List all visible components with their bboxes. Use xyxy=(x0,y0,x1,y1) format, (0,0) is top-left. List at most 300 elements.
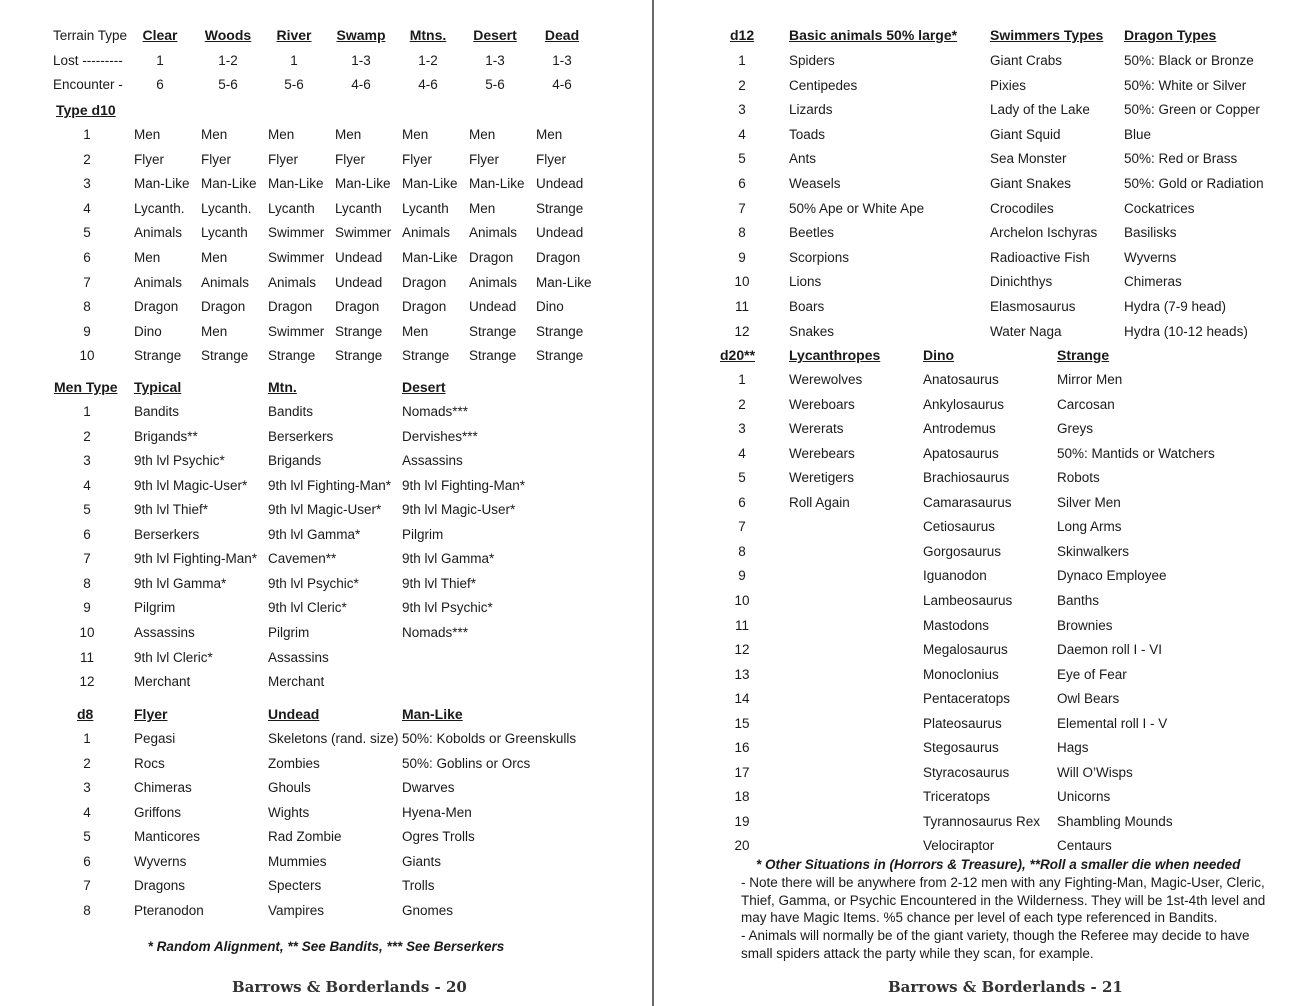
d20-cell: Pentaceratops xyxy=(923,691,1011,707)
d20-cell: 50%: Mantids or Watchers xyxy=(1057,445,1215,461)
d8-row-number: 3 xyxy=(83,780,91,796)
type-cell: Strange xyxy=(335,348,383,364)
d12-cell: Toads xyxy=(789,126,826,142)
d20-row-number: 15 xyxy=(734,715,750,731)
type-cell: Strange xyxy=(201,348,249,364)
d8-row-number: 6 xyxy=(83,853,91,869)
type-cell: Man-Like xyxy=(201,176,257,192)
d12-cell: Water Naga xyxy=(990,323,1062,339)
type-cell: Animals xyxy=(134,274,183,290)
type-cell: Man-Like xyxy=(402,176,458,192)
type-cell: Man-Like xyxy=(402,250,458,265)
type-cell: Dragon xyxy=(402,274,447,290)
type-d10-header: Type d10 xyxy=(56,102,116,118)
type-cell: Strange xyxy=(134,348,182,364)
type-cell: Dragon xyxy=(402,299,447,315)
d20-cell: Elemental roll I - V xyxy=(1057,715,1168,731)
type-cell: Dino xyxy=(536,299,564,315)
type-cell: Animals xyxy=(134,225,183,241)
d12-row-number: 10 xyxy=(734,274,750,290)
men-cell: 9th lvl Thief* xyxy=(402,575,477,591)
men-cell: Berserkers xyxy=(268,428,334,444)
d8-cell: Zombies xyxy=(268,755,320,771)
d20-row-number: 1 xyxy=(738,372,746,387)
d12-row-number: 12 xyxy=(734,323,750,339)
d20-cell: Mastodons xyxy=(923,617,990,633)
type-cell: Men xyxy=(469,127,496,142)
d8-cell: Specters xyxy=(268,878,322,894)
d12-cell: Pixies xyxy=(990,77,1027,93)
encounter-cell: 5-6 xyxy=(485,77,505,92)
d20-row-number: 18 xyxy=(734,789,750,805)
encounter-cell: 5-6 xyxy=(218,77,238,92)
men-cell: Nomads*** xyxy=(402,404,469,419)
d8-row-number: 5 xyxy=(83,829,91,845)
type-cell: Strange xyxy=(536,323,584,339)
type-cell: Swimmer xyxy=(335,225,392,241)
type-cell: Dragon xyxy=(536,250,581,265)
d8-cell: Ogres Trolls xyxy=(402,829,475,845)
d20-cell: Werebears xyxy=(789,445,855,461)
encounter-label: Encounter - xyxy=(53,77,123,92)
men-cell: 9th lvl Cleric* xyxy=(134,649,213,665)
d8-cell: Wyverns xyxy=(134,853,187,869)
type-cell: Swimmer xyxy=(268,323,325,339)
d12-cell: Scorpions xyxy=(789,249,850,265)
page-divider xyxy=(652,0,654,1006)
d20-cell: Centaurs xyxy=(1057,838,1112,854)
d12-cell: 50%: Gold or Radiation xyxy=(1124,176,1264,191)
d20-table-header: Lycanthropes xyxy=(789,347,881,363)
d8-cell: 50%: Goblins or Orcs xyxy=(402,755,531,771)
d12-table-header: d12 xyxy=(730,27,755,43)
d8-cell: Hyena-Men xyxy=(402,804,472,820)
d20-cell: Dynaco Employee xyxy=(1057,568,1167,584)
d20-row-number: 2 xyxy=(738,396,746,412)
d20-row-number: 12 xyxy=(734,642,750,658)
d8-cell: Dragons xyxy=(134,878,186,894)
lost-cell: 1-3 xyxy=(351,53,371,68)
d20-cell: Stegosaurus xyxy=(923,740,999,756)
men-row-number: 8 xyxy=(83,575,91,591)
d20-cell: Daemon roll I - VI xyxy=(1057,642,1163,658)
men-cell: Brigands** xyxy=(134,428,198,444)
wilderness-note: - Note there will be anywhere from 2-12 men with any Fighting-Man, Magic-User, Cleric, Thief, Gamma, or Psychic Encountered in the Wilderness. They will be 1st-4th level and may have Magic Items. %5 chance per level of each type referenced in Bandits. xyxy=(741,875,1266,925)
d12-row-number: 11 xyxy=(734,299,750,314)
d8-cell: Ghouls xyxy=(268,780,311,796)
d8-row-number: 2 xyxy=(83,755,91,771)
d8-table-header: d8 xyxy=(77,706,94,722)
type-cell: Men xyxy=(201,250,228,265)
d8-row-number: 8 xyxy=(83,902,91,918)
d20-cell: Monoclonius xyxy=(923,666,999,682)
d20-cell: Unicorns xyxy=(1057,789,1111,805)
d12-row-number: 5 xyxy=(738,151,746,167)
d20-cell: Apatosaurus xyxy=(923,445,999,461)
men-cell: Brigands xyxy=(268,453,322,469)
terrain-col-header: Woods xyxy=(204,27,252,43)
d20-row-number: 20 xyxy=(734,838,750,854)
d12-row-number: 4 xyxy=(738,126,746,142)
d20-cell: Weretigers xyxy=(789,470,855,486)
men-row-number: 1 xyxy=(83,404,91,419)
d20-cell: Wereboars xyxy=(789,396,855,412)
men-cell: Pilgrim xyxy=(402,526,444,542)
type-cell: Man-Like xyxy=(134,176,190,192)
type-row-number: 10 xyxy=(79,348,95,364)
animals-note: - Animals will normally be of the giant variety, though the Referee may decide to have small spiders attack the party while they scan, for example. xyxy=(741,928,1250,961)
type-cell: Men xyxy=(402,127,429,142)
d20-cell: Skinwalkers xyxy=(1057,543,1130,559)
encounter-cell: 4-6 xyxy=(552,77,572,92)
men-row-number: 4 xyxy=(83,477,91,493)
type-cell: Swimmer xyxy=(268,250,325,265)
men-row-number: 10 xyxy=(79,624,95,640)
d20-table-header: d20** xyxy=(720,347,756,363)
men-cell: 9th lvl Psychic* xyxy=(134,453,225,469)
d20-row-number: 19 xyxy=(734,813,750,829)
d20-cell: Triceratops xyxy=(923,789,991,805)
encounter-cell: 5-6 xyxy=(284,77,304,92)
d12-cell: 50% Ape or White Ape xyxy=(789,200,925,216)
d12-cell: Ants xyxy=(789,151,817,167)
d20-row-number: 10 xyxy=(734,592,750,608)
terrain-col-header: Swamp xyxy=(336,27,386,43)
d12-cell: Cockatrices xyxy=(1124,200,1195,216)
type-cell: Flyer xyxy=(335,151,365,167)
d20-cell: Carcosan xyxy=(1057,396,1115,412)
d12-cell: Lions xyxy=(789,274,822,290)
type-cell: Men xyxy=(134,250,161,265)
type-cell: Men xyxy=(536,127,563,142)
d8-cell: Trolls xyxy=(402,878,435,894)
type-cell: Men xyxy=(268,127,295,142)
type-cell: Animals xyxy=(268,274,317,290)
d12-cell: Wyverns xyxy=(1124,249,1177,265)
men-row-number: 11 xyxy=(79,649,95,665)
men-cell: 9th lvl Gamma* xyxy=(134,575,227,591)
d20-row-number: 13 xyxy=(734,666,750,682)
men-cell: Assassins xyxy=(402,453,463,469)
d8-row-number: 1 xyxy=(83,731,91,746)
d20-cell: Ankylosaurus xyxy=(923,396,1005,412)
men-table-header: Desert xyxy=(402,379,446,395)
d20-cell: Shambling Mounds xyxy=(1057,813,1173,829)
type-cell: Flyer xyxy=(201,151,231,167)
type-cell: Animals xyxy=(469,225,518,241)
men-row-number: 5 xyxy=(83,502,91,518)
d20-cell: Styracosaurus xyxy=(923,764,1010,780)
d20-cell: Wererats xyxy=(789,421,844,437)
right-footer: Barrows & Borderlands - 21 xyxy=(888,978,1123,996)
d20-row-number: 17 xyxy=(734,764,750,780)
d20-row-number: 16 xyxy=(734,740,750,756)
d8-cell: Gnomes xyxy=(402,902,454,918)
men-table-header: Mtn. xyxy=(268,379,297,395)
d12-cell: Archelon Ischyras xyxy=(990,225,1098,241)
men-cell: Assassins xyxy=(268,649,329,665)
left-footnote: * Random Alignment, ** See Bandits, *** See Berserkers xyxy=(147,939,505,954)
d12-cell: Weasels xyxy=(789,176,841,191)
type-cell: Lycanth. xyxy=(134,200,185,216)
d20-table-header: Strange xyxy=(1057,347,1110,363)
encounter-cell: 4-6 xyxy=(418,77,438,92)
d20-cell: Tyrannosaurus Rex xyxy=(923,813,1041,829)
d12-cell: Elasmosaurus xyxy=(990,299,1076,314)
d12-cell: Spiders xyxy=(789,53,835,68)
type-cell: Men xyxy=(402,323,429,339)
d20-cell: Brachiosaurus xyxy=(923,470,1010,486)
type-cell: Man-Like xyxy=(268,176,324,192)
d8-cell: Manticores xyxy=(134,829,201,845)
d20-cell: Silver Men xyxy=(1057,494,1121,510)
terrain-col-header: Mtns. xyxy=(409,27,447,43)
type-cell: Strange xyxy=(335,323,383,339)
men-row-number: 2 xyxy=(83,428,91,444)
d20-row-number: 11 xyxy=(734,617,750,633)
d8-cell: 50%: Kobolds or Greenskulls xyxy=(402,731,577,746)
men-cell: 9th lvl Psychic* xyxy=(402,600,493,616)
type-cell: Strange xyxy=(469,348,517,364)
d12-cell: Snakes xyxy=(789,323,835,339)
type-cell: Strange xyxy=(536,200,584,216)
type-cell: Swimmer xyxy=(268,225,325,241)
type-cell: Man-Like xyxy=(335,176,391,192)
men-cell: 9th lvl Gamma* xyxy=(268,526,361,542)
type-cell: Dragon xyxy=(134,299,179,315)
d20-row-number: 14 xyxy=(734,691,750,707)
d12-cell: Lady of the Lake xyxy=(990,102,1090,118)
encounter-cell: 6 xyxy=(156,77,164,92)
terrain-col-header: River xyxy=(276,27,312,43)
d20-cell: Cetiosaurus xyxy=(923,519,996,535)
d20-cell: Megalosaurus xyxy=(923,642,1008,658)
type-cell: Animals xyxy=(469,274,518,290)
d12-cell: Centipedes xyxy=(789,77,858,93)
type-cell: Strange xyxy=(536,348,584,364)
men-cell: Cavemen** xyxy=(268,551,337,567)
d20-row-number: 5 xyxy=(738,470,746,486)
d8-cell: Wights xyxy=(268,804,310,820)
men-cell: 9th lvl Cleric* xyxy=(268,600,347,616)
d12-cell: Lizards xyxy=(789,102,833,118)
type-cell: Flyer xyxy=(134,151,164,167)
d8-cell: Pegasi xyxy=(134,731,176,746)
men-table-header: Typical xyxy=(134,379,182,395)
d20-cell: Owl Bears xyxy=(1057,691,1120,707)
d12-row-number: 1 xyxy=(738,53,746,68)
d8-cell: Dwarves xyxy=(402,780,455,796)
d12-cell: 50%: White or Silver xyxy=(1124,77,1247,93)
type-row-number: 3 xyxy=(83,176,91,192)
right-footnote: * Other Situations in (Horrors & Treasure), **Roll a smaller die when needed xyxy=(756,857,1241,872)
men-cell: Nomads*** xyxy=(402,624,469,640)
men-cell: Bandits xyxy=(134,404,180,419)
d8-cell: Griffons xyxy=(134,804,182,820)
type-cell: Lycanth xyxy=(402,200,449,216)
d20-cell: Camarasaurus xyxy=(923,494,1012,510)
type-cell: Man-Like xyxy=(469,176,525,192)
type-cell: Animals xyxy=(402,225,451,241)
men-cell: Assassins xyxy=(134,624,195,640)
d20-row-number: 6 xyxy=(738,494,746,510)
type-cell: Strange xyxy=(402,348,450,364)
d12-cell: 50%: Red or Brass xyxy=(1124,151,1238,167)
men-row-number: 6 xyxy=(83,526,91,542)
d12-cell: Hydra (7-9 head) xyxy=(1124,299,1227,314)
d8-cell: Pteranodon xyxy=(134,902,204,918)
type-row-number: 9 xyxy=(83,323,91,339)
type-row-number: 8 xyxy=(83,299,91,315)
lost-cell: 1-2 xyxy=(418,53,438,68)
type-row-number: 2 xyxy=(83,151,91,167)
type-cell: Man-Like xyxy=(536,274,592,290)
d8-cell: Rocs xyxy=(134,755,165,771)
d12-row-number: 8 xyxy=(738,225,746,241)
d8-cell: Skeletons (rand. size) xyxy=(268,731,399,746)
type-cell: Flyer xyxy=(469,151,499,167)
type-cell: Strange xyxy=(469,323,517,339)
type-cell: Men xyxy=(201,127,228,142)
d12-cell: Blue xyxy=(1124,126,1152,142)
type-cell: Undead xyxy=(469,299,517,315)
d12-cell: 50%: Green or Copper xyxy=(1124,102,1260,118)
men-cell: 9th lvl Fighting-Man* xyxy=(134,551,258,567)
d12-table-header: Basic animals 50% large* xyxy=(789,27,958,43)
d20-cell: Iguanodon xyxy=(923,568,987,584)
d20-row-number: 8 xyxy=(738,543,746,559)
d8-table-header: Undead xyxy=(268,706,320,722)
type-cell: Flyer xyxy=(268,151,298,167)
type-cell: Flyer xyxy=(536,151,566,167)
d12-row-number: 2 xyxy=(738,77,746,93)
type-cell: Undead xyxy=(335,250,383,265)
men-cell: 9th lvl Magic-User* xyxy=(402,502,516,518)
d20-cell: Mirror Men xyxy=(1057,372,1123,387)
men-row-number: 3 xyxy=(83,453,91,469)
d20-cell: Anatosaurus xyxy=(923,372,999,387)
men-cell: Merchant xyxy=(134,674,191,690)
d12-row-number: 3 xyxy=(738,102,746,118)
terrain-col-header: Dead xyxy=(544,27,580,43)
type-row-number: 6 xyxy=(83,250,91,265)
type-cell: Dragon xyxy=(469,250,514,265)
d8-table-header: Man-Like xyxy=(402,706,463,722)
terrain-row-label: Terrain Type xyxy=(53,28,128,43)
men-cell: Pilgrim xyxy=(268,624,310,640)
terrain-col-header: Clear xyxy=(142,27,178,43)
d20-cell: Gorgosaurus xyxy=(923,543,1002,559)
d20-cell: Werewolves xyxy=(789,372,863,387)
type-row-number: 4 xyxy=(83,200,91,216)
d12-cell: Basilisks xyxy=(1124,225,1177,241)
lost-cell: 1-2 xyxy=(218,53,238,68)
d12-cell: Giant Squid xyxy=(990,126,1061,142)
type-cell: Men xyxy=(469,200,496,216)
d12-table-header: Dragon Types xyxy=(1124,27,1217,43)
d20-cell: Antrodemus xyxy=(923,421,996,437)
d20-cell: Greys xyxy=(1057,421,1094,437)
men-cell: 9th lvl Thief* xyxy=(134,502,209,518)
d8-row-number: 7 xyxy=(83,878,91,894)
d12-cell: Giant Snakes xyxy=(990,176,1072,191)
type-cell: Dragon xyxy=(201,299,246,315)
men-cell: 9th lvl Gamma* xyxy=(402,551,495,567)
men-cell: Pilgrim xyxy=(134,600,176,616)
encounter-cell: 4-6 xyxy=(351,77,371,92)
d20-cell: Long Arms xyxy=(1057,519,1122,535)
type-cell: Men xyxy=(335,127,362,142)
men-cell: Bandits xyxy=(268,404,314,419)
men-cell: 9th lvl Fighting-Man* xyxy=(268,477,392,493)
d12-cell: Giant Crabs xyxy=(990,53,1063,68)
d12-cell: Hydra (10-12 heads) xyxy=(1124,323,1248,339)
d20-cell: Roll Again xyxy=(789,494,850,510)
terrain-col-header: Desert xyxy=(473,27,517,43)
type-cell: Undead xyxy=(536,225,584,241)
d20-cell: Brownies xyxy=(1057,617,1113,633)
type-cell: Dino xyxy=(134,323,162,339)
men-cell: 9th lvl Magic-User* xyxy=(134,477,248,493)
lost-cell: 1 xyxy=(290,53,298,68)
d20-row-number: 9 xyxy=(738,568,746,584)
d20-cell: Plateosaurus xyxy=(923,715,1002,731)
d12-table-header: Swimmers Types xyxy=(990,27,1104,43)
type-row-number: 1 xyxy=(83,127,91,142)
type-cell: Strange xyxy=(268,348,316,364)
d8-cell: Chimeras xyxy=(134,780,192,796)
type-cell: Men xyxy=(201,323,228,339)
men-cell: 9th lvl Magic-User* xyxy=(268,502,382,518)
type-cell: Undead xyxy=(335,274,383,290)
d8-row-number: 4 xyxy=(83,804,91,820)
d8-cell: Mummies xyxy=(268,853,327,869)
d20-cell: Banths xyxy=(1057,592,1100,608)
type-cell: Men xyxy=(134,127,161,142)
d20-row-number: 3 xyxy=(738,421,746,437)
d12-row-number: 6 xyxy=(738,176,746,191)
d12-cell: Sea Monster xyxy=(990,151,1067,167)
type-row-number: 7 xyxy=(83,274,91,290)
men-cell: Berserkers xyxy=(134,526,200,542)
d20-cell: Lambeosaurus xyxy=(923,592,1013,608)
d12-row-number: 9 xyxy=(738,249,746,265)
d12-cell: 50%: Black or Bronze xyxy=(1124,53,1254,68)
lost-cell: 1-3 xyxy=(485,53,505,68)
men-cell: Merchant xyxy=(268,674,325,690)
d12-cell: Dinichthys xyxy=(990,274,1053,290)
type-cell: Flyer xyxy=(402,151,432,167)
d8-cell: Rad Zombie xyxy=(268,829,342,845)
men-row-number: 9 xyxy=(83,600,91,616)
type-cell: Undead xyxy=(536,176,584,192)
d20-cell: Robots xyxy=(1057,470,1100,486)
d8-table-header: Flyer xyxy=(134,706,168,722)
type-cell: Animals xyxy=(201,274,250,290)
d20-table-header: Dino xyxy=(923,347,955,363)
men-cell: Dervishes*** xyxy=(402,428,478,444)
d20-row-number: 4 xyxy=(738,445,746,461)
d8-cell: Giants xyxy=(402,853,442,869)
d8-cell: Vampires xyxy=(268,902,325,918)
type-cell: Dragon xyxy=(335,299,380,315)
type-cell: Dragon xyxy=(268,299,313,315)
men-row-number: 7 xyxy=(83,551,91,567)
lost-cell: 1 xyxy=(156,53,164,68)
d12-cell: Radioactive Fish xyxy=(990,249,1090,265)
d20-cell: Will O’Wisps xyxy=(1057,764,1133,780)
left-footer: Barrows & Borderlands - 20 xyxy=(232,978,467,996)
